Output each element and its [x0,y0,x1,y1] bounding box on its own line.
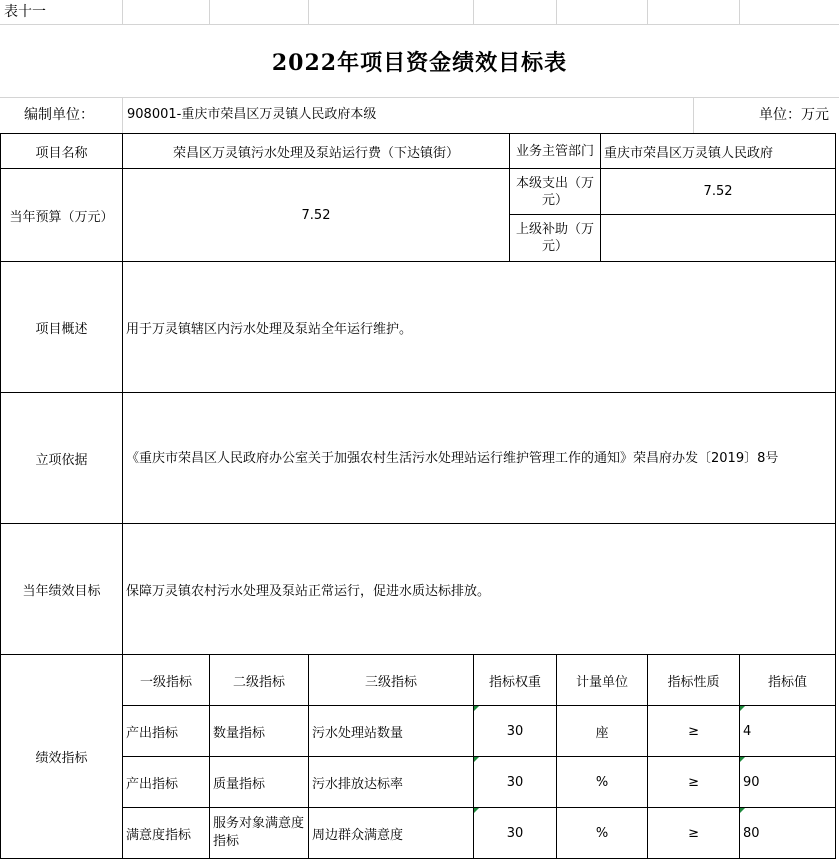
project-name-label: 项目名称 [1,134,123,169]
row3-weight[interactable]: 30 [474,808,557,859]
row2-level3[interactable]: 污水排放达标率 [309,757,474,808]
row1-level1[interactable]: 产出指标 [123,706,210,757]
row1-unit[interactable]: 座 [557,706,648,757]
own-expense-value[interactable]: 7.52 [601,169,836,215]
row1-level3[interactable]: 污水处理站数量 [309,706,474,757]
header-level1: 一级指标 [123,655,210,706]
row1-weight[interactable]: 30 [474,706,557,757]
performance-table [0,133,836,859]
row3-value[interactable]: 80 [740,808,836,859]
meta-row [0,97,839,133]
indicators-label: 绩效指标 [1,655,123,859]
top-grid-row [0,0,839,24]
budget-value[interactable]: 7.52 [123,169,510,262]
header-level3: 三级指标 [309,655,474,706]
header-level2: 二级指标 [210,655,309,706]
row3-nature[interactable]: ≥ [648,808,740,859]
row2-level2[interactable]: 质量指标 [210,757,309,808]
org-label: 编制单位： [24,107,94,123]
budget-label: 当年预算（万元） [1,169,123,262]
overview-text[interactable]: 用于万灵镇辖区内污水处理及泵站全年运行维护。 [123,262,836,393]
row2-nature[interactable]: ≥ [648,757,740,808]
header-unit: 计量单位 [557,655,648,706]
header-nature: 指标性质 [648,655,740,706]
unit-label: 单位：万元 [759,107,829,123]
row3-unit[interactable]: % [557,808,648,859]
dept-label: 业务主管部门 [510,134,601,169]
row2-level1[interactable]: 产出指标 [123,757,210,808]
row1-nature[interactable]: ≥ [648,706,740,757]
row2-value[interactable]: 90 [740,757,836,808]
subsidy-value[interactable] [601,215,836,262]
org-value: 908001-重庆市荣昌区万灵镇人民政府本级 [127,107,377,122]
subsidy-label: 上级补助（万元） [510,215,601,262]
row2-weight[interactable]: 30 [474,757,557,808]
own-expense-label: 本级支出（万元） [510,169,601,215]
header-value: 指标值 [740,655,836,706]
row3-level2[interactable]: 服务对象满意度指标 [210,808,309,859]
row3-level1[interactable]: 满意度指标 [123,808,210,859]
header-weight: 指标权重 [474,655,557,706]
row2-unit[interactable]: % [557,757,648,808]
page-title: 2022年项目资金绩效目标表 [271,49,568,76]
goal-text[interactable]: 保障万灵镇农村污水处理及泵站正常运行，促进水质达标排放。 [123,524,836,655]
sheet-tag: 表十一 [4,4,46,20]
row1-value[interactable]: 4 [740,706,836,757]
title-row [0,24,839,98]
row1-level2[interactable]: 数量指标 [210,706,309,757]
row3-level3[interactable]: 周边群众满意度 [309,808,474,859]
project-name-value[interactable]: 荣昌区万灵镇污水处理及泵站运行费（下达镇街） [123,134,510,169]
basis-label: 立项依据 [1,393,123,524]
goal-label: 当年绩效目标 [1,524,123,655]
overview-label: 项目概述 [1,262,123,393]
basis-text[interactable]: 《重庆市荣昌区人民政府办公室关于加强农村生活污水处理站运行维护管理工作的通知》荣昌府办发〔2019〕8号 [123,393,836,524]
dept-value[interactable]: 重庆市荣昌区万灵镇人民政府 [601,134,836,169]
